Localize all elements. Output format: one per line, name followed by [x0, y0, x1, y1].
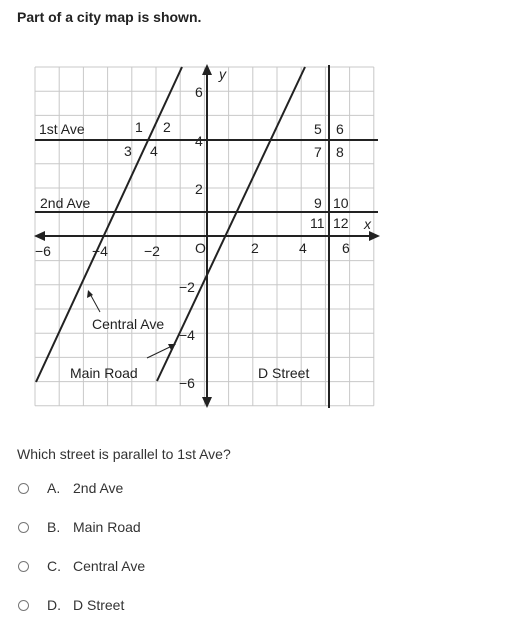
angle-number: 3: [124, 143, 132, 159]
y-axis-label: y: [219, 66, 226, 82]
y-tick: −4: [179, 327, 195, 343]
y-tick: 2: [195, 181, 203, 197]
radio-button[interactable]: [18, 483, 29, 494]
choice-letter: B.: [47, 519, 61, 535]
angle-number: 10: [333, 195, 349, 211]
x-tick: −4: [92, 243, 108, 259]
choice-text: Main Road: [73, 519, 141, 535]
d-street-label: D Street: [258, 365, 310, 381]
central-ave-line: [36, 67, 182, 382]
x-tick: −2: [144, 243, 160, 259]
first-ave-label: 1st Ave: [39, 121, 85, 137]
x-tick: 2: [251, 240, 259, 256]
second-ave-label: 2nd Ave: [40, 195, 91, 211]
radio-button[interactable]: [18, 522, 29, 533]
y-tick: −6: [179, 375, 195, 391]
y-tick: 6: [195, 84, 203, 100]
choice-c[interactable]: [18, 555, 145, 577]
x-tick: O: [195, 240, 206, 256]
angle-number: 9: [314, 195, 322, 211]
angle-number: 11: [310, 215, 325, 231]
choice-b[interactable]: [18, 516, 141, 538]
choice-a[interactable]: [18, 477, 123, 499]
angle-number: 1: [135, 119, 143, 135]
choice-text: D Street: [73, 597, 125, 613]
x-tick: 6: [342, 240, 350, 256]
prompt-text: Part of a city map is shown.: [17, 9, 202, 25]
question-text: Which street is parallel to 1st Ave?: [17, 446, 231, 462]
x-tick: −6: [35, 243, 51, 259]
central-ave-label: Central Ave: [92, 316, 165, 332]
angle-number: 12: [333, 215, 349, 231]
x-tick: 4: [299, 240, 307, 256]
y-tick: 4: [195, 133, 203, 149]
choice-text: Central Ave: [73, 558, 146, 574]
radio-button[interactable]: [18, 561, 29, 572]
choice-letter: D.: [47, 597, 61, 613]
angle-number: 7: [314, 144, 322, 160]
choice-letter: A.: [47, 480, 61, 496]
angle-number: 4: [150, 143, 158, 159]
y-tick: −2: [179, 279, 195, 295]
angle-number: 8: [336, 144, 344, 160]
choice-letter: C.: [47, 558, 61, 574]
angle-number: 6: [336, 121, 344, 137]
x-axis-label: x: [364, 216, 371, 232]
radio-button[interactable]: [18, 600, 29, 611]
angle-number: 2: [163, 119, 171, 135]
main-road-label: Main Road: [70, 365, 138, 381]
choice-text: 2nd Ave: [73, 480, 124, 496]
angle-number: 5: [314, 121, 322, 137]
choice-d[interactable]: [18, 594, 124, 616]
